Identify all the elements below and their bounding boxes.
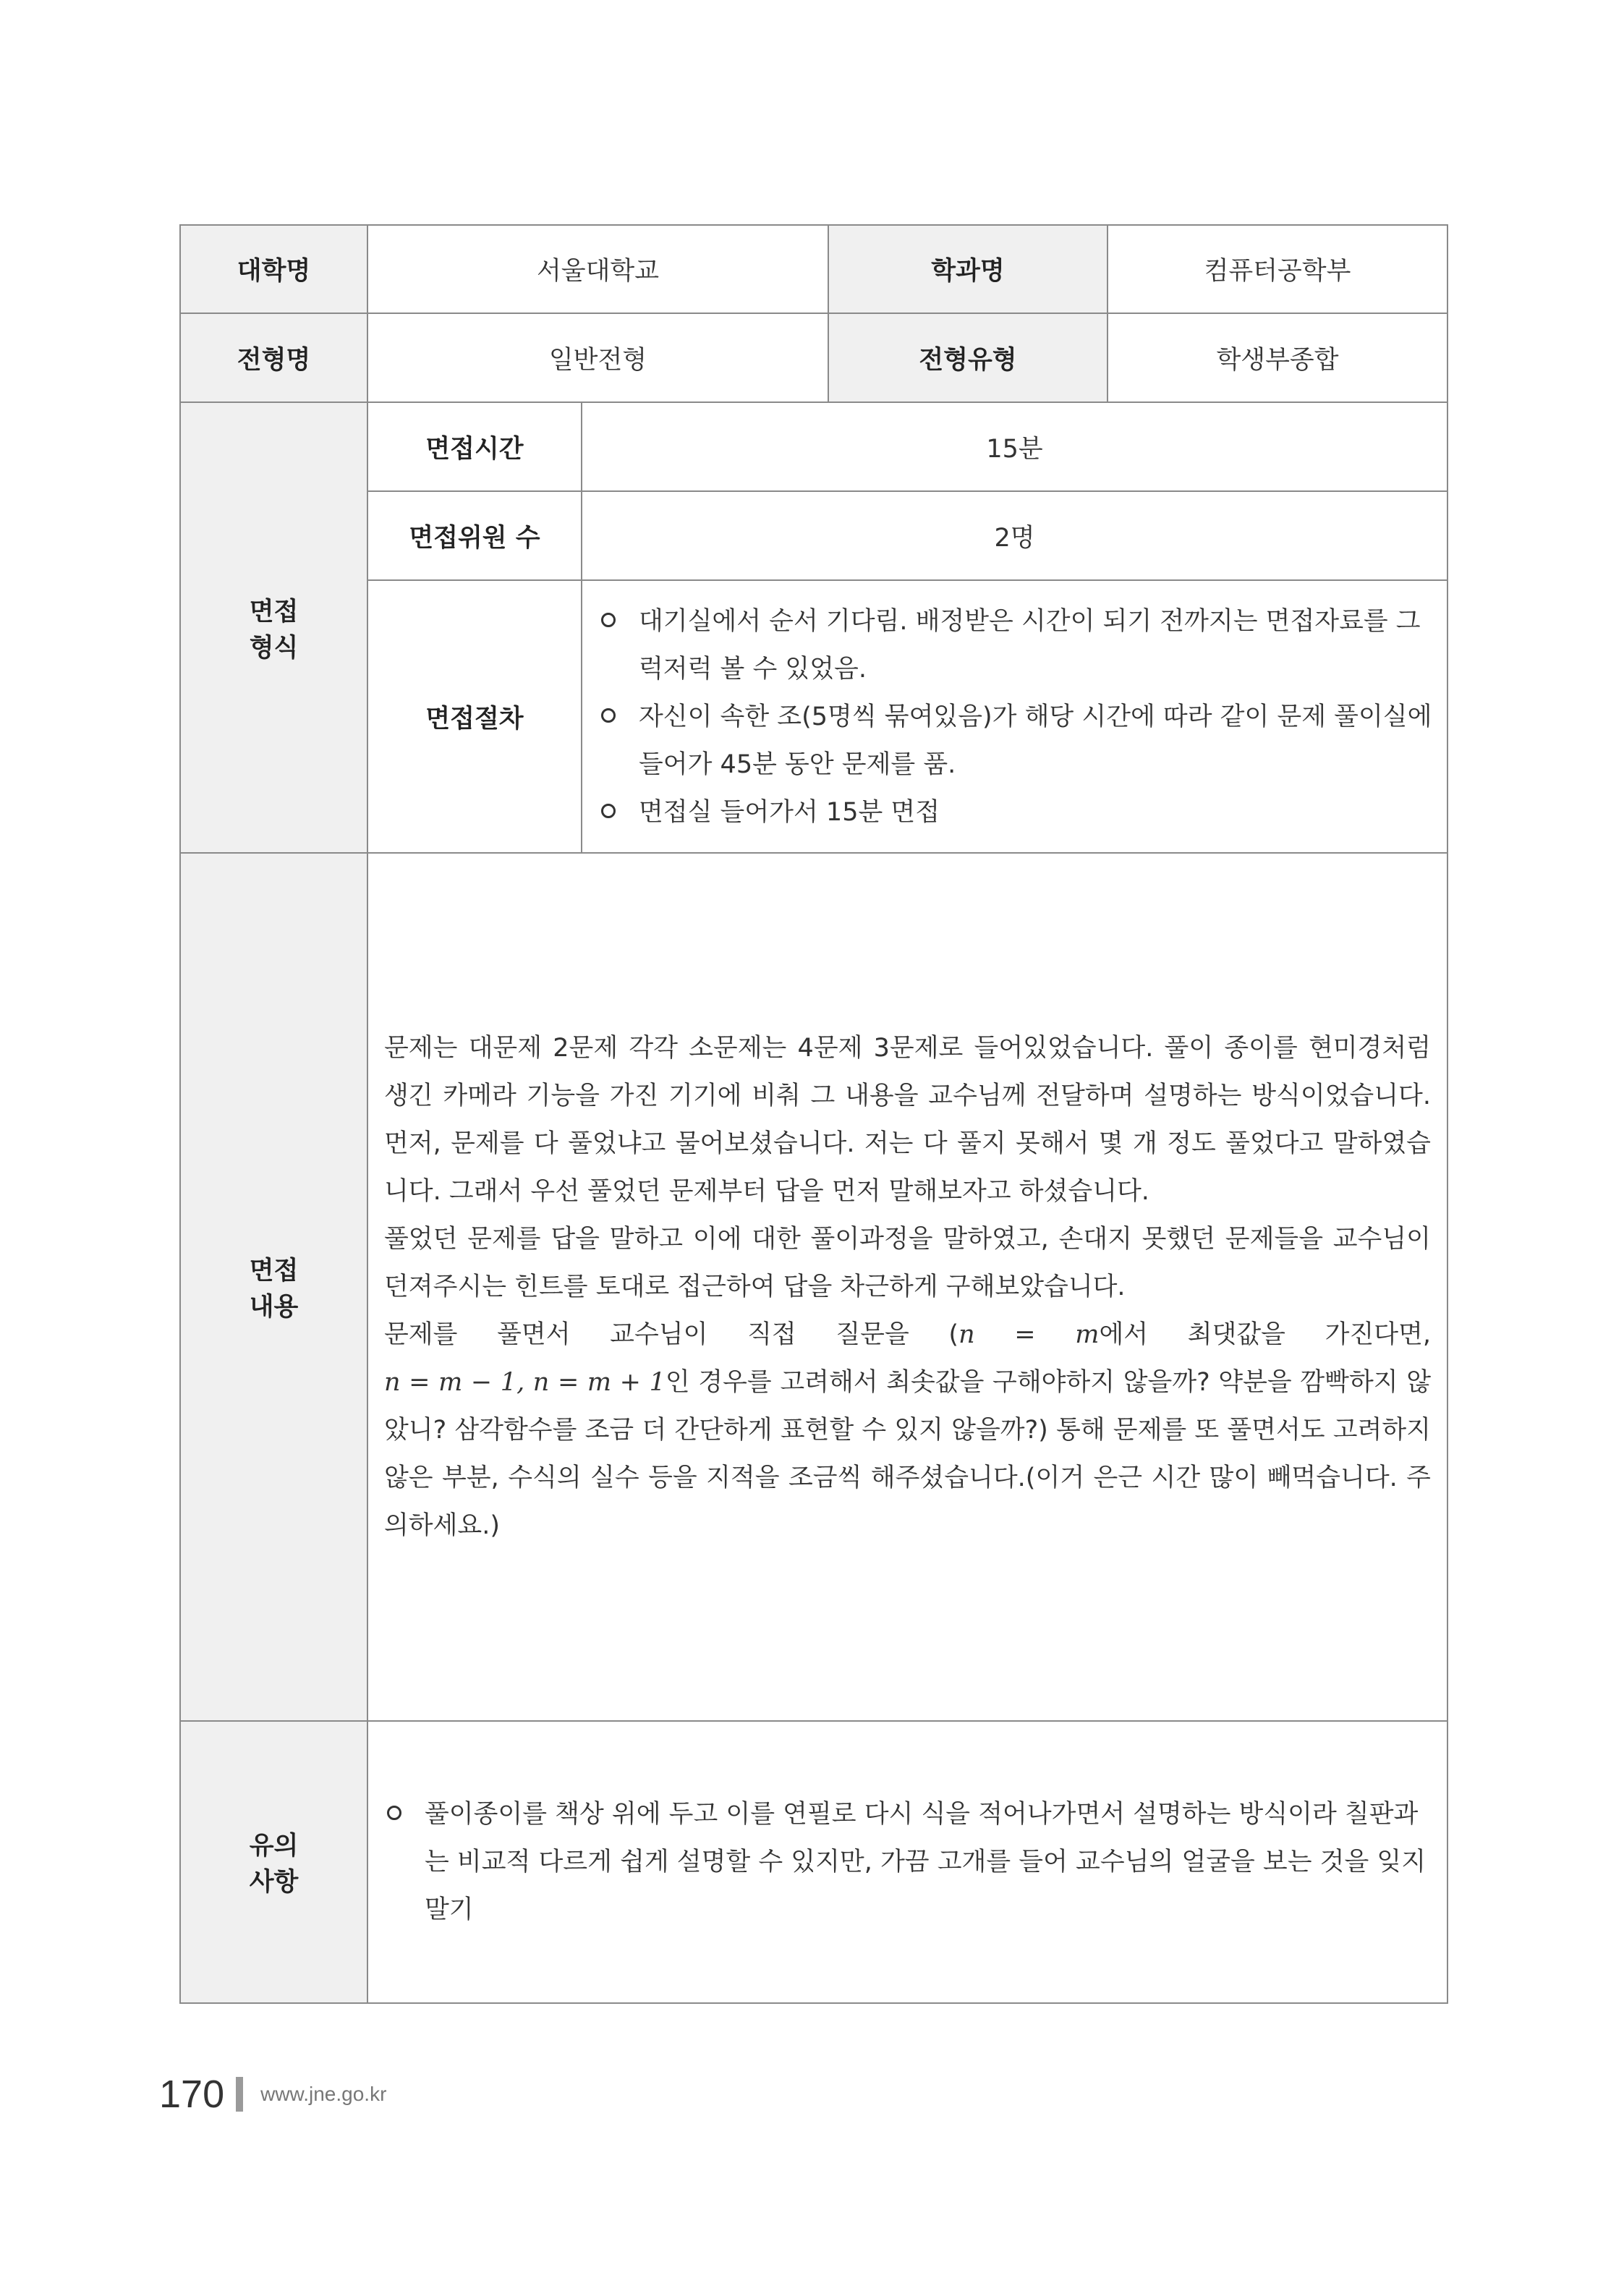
content-label-line1: 면접: [249, 1257, 299, 1285]
note-label-line2: 사항: [249, 1868, 299, 1897]
procedure-item: 자신이 속한 조(5명씩 묶여있음)가 해당 시간에 따라 같이 문제 풀이실에 들어가 45분 동안 문제를 품.: [598, 693, 1432, 789]
format-label-line2: 형식: [249, 633, 299, 663]
content-paragraph-1: 문제는 대문제 2문제 각각 소문제는 4문제 3문제로 들어있었습니다. 풀이 종이를 현미경처럼 생긴 카메라 기능을 가진 기기에 비춰 그 내용을 교수님께 전달하며 설명하는 방식이었습니다. 먼저, 문제를 다 풀었냐고 물어보셨습니다. 저는 다 풀지 못해서 몇 개 정도 풀었다고 말하였습니다. 그래서 우선 풀었던 문제부터 답을 먼저 말해보자고 하셨습니다.: [384, 1034, 1431, 1206]
row-admission: [180, 313, 1447, 402]
note-list: [368, 1780, 1447, 1944]
procedure-list: [582, 587, 1447, 846]
procedure-item: 면접실 들어가서 15분 면접: [598, 789, 1432, 836]
department-label: 학과명: [828, 225, 1108, 313]
format-label: [180, 402, 367, 853]
math-expression: n = m − 1, n = m + 1: [384, 1368, 666, 1397]
note-label-line1: 유의: [249, 1832, 299, 1861]
university-label: 대학명: [180, 225, 367, 313]
circle-bullet-icon: [601, 613, 616, 627]
department-value: 컴퓨터공학부: [1108, 225, 1447, 313]
row-university: [180, 225, 1447, 313]
procedure-item: 대기실에서 순서 기다림. 배정받은 시간이 되기 전까지는 면접자료를 그럭저럭 볼 수 있었음.: [598, 598, 1432, 693]
row-interviewers: [180, 491, 1447, 580]
content-label: [180, 853, 367, 1721]
circle-bullet-icon: [601, 708, 616, 723]
time-label: 면접시간: [367, 402, 582, 491]
interview-form-table: [179, 224, 1448, 2004]
row-interview-time: [180, 402, 1447, 491]
website-link[interactable]: www.jne.go.kr: [260, 2083, 387, 2105]
procedure-label: 면접절차: [367, 580, 582, 853]
interview-content: [368, 1024, 1447, 1550]
time-value: 15분: [582, 402, 1447, 491]
page-number: 170: [159, 2073, 225, 2116]
note-label: [180, 1721, 367, 2003]
admission-type-label: 전형유형: [828, 313, 1108, 402]
note-item: 풀이종이를 책상 위에 두고 이를 연필로 다시 식을 적어나가면서 설명하는 방식이라 칠판과는 비교적 다르게 쉽게 설명할 수 있지만, 가끔 고개를 들어 교수님의 얼굴을 보는 것을 잊지 말기: [384, 1790, 1432, 1934]
row-content: [180, 853, 1447, 1721]
content-cell: [367, 853, 1447, 1721]
admission-label: 전형명: [180, 313, 367, 402]
content-paragraph-3-line1: 문제를 풀면서 교수님이 직접 질문을 (n = m에서 최댓값을 가진다면,: [384, 1320, 1432, 1349]
circle-bullet-icon: [601, 804, 616, 818]
content-paragraph-3-rest: n = m − 1, n = m + 1인 경우를 고려해서 최솟값을 구해야하지 않을까? 약분을 깜빡하지 않았니? 삼각함수를 조금 더 간단하게 표현할 수 있지 않을까?) 통해 문제를 또 풀면서도 고려하지 않은 부분, 수식의 실수 등을 지적을 조금씩 해주셨습니다.(이거 은근 시간 많이 빼먹습니다. 주의하세요.): [384, 1368, 1431, 1540]
content-label-line2: 내용: [249, 1293, 299, 1322]
circle-bullet-icon: [387, 1806, 401, 1820]
interviewers-value: 2명: [582, 491, 1447, 580]
university-value: 서울대학교: [367, 225, 828, 313]
note-cell: [367, 1721, 1447, 2003]
row-notes: [180, 1721, 1447, 2003]
format-label-line1: 면접: [249, 597, 299, 626]
procedure-cell: [582, 580, 1447, 853]
admission-type-value: 학생부종합: [1108, 313, 1447, 402]
footer-divider: [236, 2077, 243, 2112]
content-paragraph-2: 풀었던 문제를 답을 말하고 이에 대한 풀이과정을 말하였고, 손대지 못했던 문제들을 교수님이 던져주시는 힌트를 토대로 접근하여 답을 차근하게 구해보았습니다.: [384, 1225, 1431, 1301]
admission-value: 일반전형: [367, 313, 828, 402]
math-expression: n = m: [958, 1320, 1100, 1349]
row-procedure: [180, 580, 1447, 853]
page-footer: [159, 2069, 386, 2120]
interviewers-label: 면접위원 수: [367, 491, 582, 580]
